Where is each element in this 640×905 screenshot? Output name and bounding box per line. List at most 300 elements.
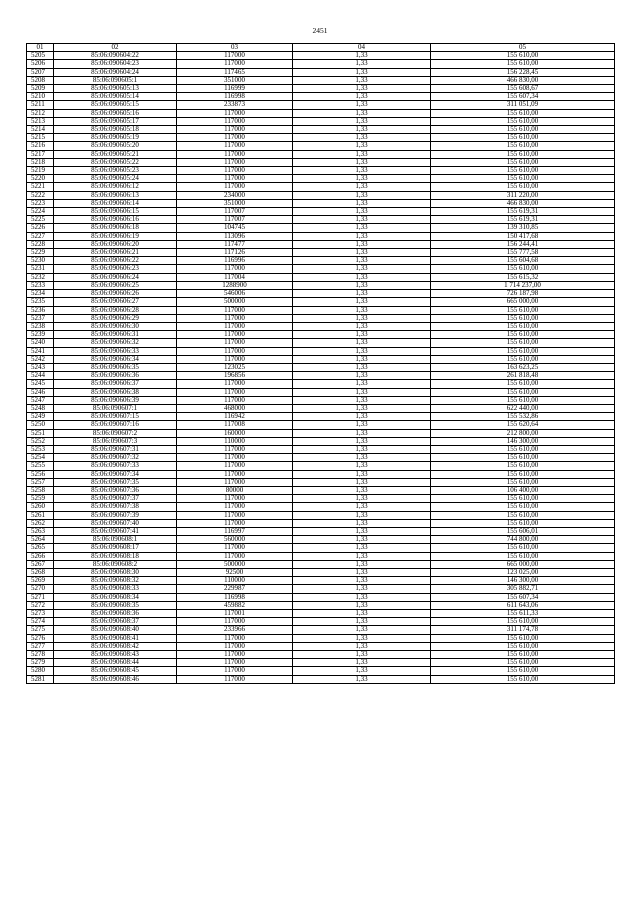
table-cell: 117000 [177, 495, 293, 503]
table-cell: 117000 [177, 445, 293, 453]
table-cell: 85:06:090607:31 [54, 445, 177, 453]
table-row [27, 322, 615, 330]
table-cell: 500000 [177, 560, 293, 568]
table-cell: 622 440,00 [431, 404, 615, 412]
table-row [27, 601, 615, 609]
table-cell: 5266 [27, 552, 54, 560]
table-cell: 196856 [177, 372, 293, 380]
table-cell: 5265 [27, 544, 54, 552]
table-cell: 5220 [27, 175, 54, 183]
table-cell: 85:06:090606:36 [54, 372, 177, 380]
table-cell: 233966 [177, 626, 293, 634]
table-cell: 85:06:090607:37 [54, 495, 177, 503]
table-row [27, 142, 615, 150]
table-cell: 1,33 [293, 150, 431, 158]
table-cell: 117000 [177, 314, 293, 322]
table-cell: 85:06:090608:37 [54, 618, 177, 626]
table-cell: 85:06:090607:1 [54, 404, 177, 412]
table-cell: 1,33 [293, 347, 431, 355]
table-cell: 1,33 [293, 527, 431, 535]
table-cell: 85:06:090606:29 [54, 314, 177, 322]
table-cell: 85:06:090606:20 [54, 240, 177, 248]
table-cell: 85:06:090608:40 [54, 626, 177, 634]
table-cell: 5280 [27, 667, 54, 675]
table-cell: 500000 [177, 298, 293, 306]
table-row [27, 560, 615, 568]
table-cell: 1,33 [293, 306, 431, 314]
table-cell: 85:06:090606:38 [54, 388, 177, 396]
table-cell: 1,33 [293, 634, 431, 642]
table-row [27, 667, 615, 675]
table-cell: 85:06:090608:17 [54, 544, 177, 552]
table-cell: 117000 [177, 454, 293, 462]
table-cell: 155 610,00 [431, 519, 615, 527]
column-header: 05 [431, 44, 615, 52]
table-cell: 5249 [27, 413, 54, 421]
table-cell: 5213 [27, 117, 54, 125]
table-cell: 1,33 [293, 183, 431, 191]
table-cell: 1,33 [293, 462, 431, 470]
table-row [27, 495, 615, 503]
table-cell: 155 610,00 [431, 52, 615, 60]
table-cell: 85:06:090608:42 [54, 642, 177, 650]
table-row [27, 199, 615, 207]
table-cell: 1,33 [293, 322, 431, 330]
table-cell: 123025 [177, 363, 293, 371]
table-cell: 155 610,00 [431, 396, 615, 404]
table-cell: 85:06:090605:14 [54, 93, 177, 101]
table-cell: 5231 [27, 265, 54, 273]
table-cell: 1,33 [293, 101, 431, 109]
table-row [27, 437, 615, 445]
table-cell: 117000 [177, 339, 293, 347]
table-cell: 85:06:090607:36 [54, 486, 177, 494]
table-row [27, 314, 615, 322]
table-cell: 85:06:090607:38 [54, 503, 177, 511]
table-cell: 466 830,00 [431, 76, 615, 84]
table-cell: 5206 [27, 60, 54, 68]
table-row [27, 101, 615, 109]
table-cell: 85:06:090606:12 [54, 183, 177, 191]
table-row [27, 634, 615, 642]
table-cell: 85:06:090606:19 [54, 232, 177, 240]
table-cell: 85:06:090608:32 [54, 577, 177, 585]
table-cell: 155 610,00 [431, 462, 615, 470]
table-cell: 1,33 [293, 413, 431, 421]
table-cell: 117000 [177, 651, 293, 659]
table-cell: 85:06:090606:13 [54, 191, 177, 199]
table-cell: 5222 [27, 191, 54, 199]
table-cell: 85:06:090608:34 [54, 593, 177, 601]
column-header: 01 [27, 44, 54, 52]
table-cell: 117000 [177, 470, 293, 478]
table-cell: 1,33 [293, 126, 431, 134]
table-cell: 5233 [27, 281, 54, 289]
table-row [27, 618, 615, 626]
table-cell: 5255 [27, 462, 54, 470]
table-cell: 85:06:090608:30 [54, 569, 177, 577]
table-cell: 85:06:090606:30 [54, 322, 177, 330]
table-cell: 117000 [177, 478, 293, 486]
table-cell: 155 608,67 [431, 85, 615, 93]
table-row [27, 257, 615, 265]
table-cell: 85:06:090605:18 [54, 126, 177, 134]
column-header: 04 [293, 44, 431, 52]
table-cell: 1,33 [293, 191, 431, 199]
table-cell: 85:06:090608:2 [54, 560, 177, 568]
table-cell: 466 830,00 [431, 199, 615, 207]
table-cell: 5223 [27, 199, 54, 207]
table-cell: 85:06:090605:17 [54, 117, 177, 125]
table-cell: 229987 [177, 585, 293, 593]
table-row [27, 76, 615, 84]
table-cell: 1,33 [293, 290, 431, 298]
table-cell: 5247 [27, 396, 54, 404]
table-cell: 160000 [177, 429, 293, 437]
table-cell: 85:06:090607:41 [54, 527, 177, 535]
table-row [27, 404, 615, 412]
table-cell: 85:06:090606:25 [54, 281, 177, 289]
table-cell: 116997 [177, 527, 293, 535]
table-cell: 117001 [177, 610, 293, 618]
table-cell: 85:06:090607:15 [54, 413, 177, 421]
table-cell: 85:06:090608:46 [54, 675, 177, 683]
table-cell: 1,33 [293, 240, 431, 248]
table-cell: 155 610,00 [431, 667, 615, 675]
table-cell: 155 610,00 [431, 511, 615, 519]
table-cell: 5245 [27, 380, 54, 388]
table-row [27, 339, 615, 347]
table-cell: 1,33 [293, 224, 431, 232]
table-cell: 155 610,00 [431, 651, 615, 659]
table-cell: 5229 [27, 249, 54, 257]
table-cell: 1,33 [293, 626, 431, 634]
table-row [27, 577, 615, 585]
table-cell: 85:06:090605:23 [54, 167, 177, 175]
table-cell: 85:06:090607:2 [54, 429, 177, 437]
table-cell: 1,33 [293, 536, 431, 544]
table-cell: 5278 [27, 651, 54, 659]
table-row [27, 134, 615, 142]
table-cell: 85:06:090605:16 [54, 109, 177, 117]
table-cell: 155 610,00 [431, 470, 615, 478]
table-cell: 1,33 [293, 560, 431, 568]
table-cell: 261 818,48 [431, 372, 615, 380]
table-cell: 5276 [27, 634, 54, 642]
table-cell: 1,33 [293, 142, 431, 150]
table-cell: 155 610,00 [431, 445, 615, 453]
table-cell: 1,33 [293, 257, 431, 265]
table-cell: 155 610,00 [431, 454, 615, 462]
table-cell: 5211 [27, 101, 54, 109]
table-row [27, 150, 615, 158]
table-cell: 104745 [177, 224, 293, 232]
table-cell: 85:06:090605:22 [54, 158, 177, 166]
table-cell: 85:06:090606:37 [54, 380, 177, 388]
table-cell: 5261 [27, 511, 54, 519]
table-cell: 106 400,00 [431, 486, 615, 494]
table-cell: 5270 [27, 585, 54, 593]
table-cell: 1,33 [293, 265, 431, 273]
table-cell: 155 611,33 [431, 610, 615, 618]
table-cell: 155 610,00 [431, 314, 615, 322]
table-cell: 117000 [177, 618, 293, 626]
table-cell: 155 610,00 [431, 347, 615, 355]
table-cell: 85:06:090606:35 [54, 363, 177, 371]
table-cell: 110000 [177, 437, 293, 445]
table-row [27, 642, 615, 650]
table-cell: 1,33 [293, 355, 431, 363]
table-cell: 5239 [27, 331, 54, 339]
table-cell: 80000 [177, 486, 293, 494]
table-cell: 85:06:090607:40 [54, 519, 177, 527]
table-cell: 1,33 [293, 454, 431, 462]
table-cell: 146 300,00 [431, 437, 615, 445]
table-cell: 155 777,58 [431, 249, 615, 257]
table-row [27, 167, 615, 175]
table-cell: 5237 [27, 314, 54, 322]
table-cell: 1,33 [293, 675, 431, 683]
table-cell: 85:06:090605:24 [54, 175, 177, 183]
table-cell: 5228 [27, 240, 54, 248]
table-row [27, 158, 615, 166]
data-table [26, 43, 615, 684]
table-cell: 5215 [27, 134, 54, 142]
table-cell: 1,33 [293, 667, 431, 675]
table-row [27, 331, 615, 339]
table-cell: 1,33 [293, 314, 431, 322]
table-body [27, 52, 615, 684]
table-cell: 5242 [27, 355, 54, 363]
table-cell: 85:06:090606:26 [54, 290, 177, 298]
table-cell: 5221 [27, 183, 54, 191]
table-cell: 117000 [177, 667, 293, 675]
table-row [27, 363, 615, 371]
table-cell: 1,33 [293, 495, 431, 503]
table-cell: 155 610,00 [431, 265, 615, 273]
table-cell: 155 610,00 [431, 167, 615, 175]
table-cell: 117465 [177, 68, 293, 76]
table-cell: 85:06:090608:44 [54, 659, 177, 667]
table-row [27, 585, 615, 593]
table-cell: 156 244,41 [431, 240, 615, 248]
table-cell: 1,33 [293, 93, 431, 101]
table-cell: 85:06:090606:31 [54, 331, 177, 339]
table-cell: 85:06:090607:34 [54, 470, 177, 478]
table-cell: 5275 [27, 626, 54, 634]
table-cell: 85:06:090606:21 [54, 249, 177, 257]
table-row [27, 93, 615, 101]
table-cell: 5271 [27, 593, 54, 601]
table-cell: 5238 [27, 322, 54, 330]
table-row [27, 232, 615, 240]
table-cell: 155 610,00 [431, 618, 615, 626]
table-cell: 117000 [177, 503, 293, 511]
table-cell: 85:06:090606:28 [54, 306, 177, 314]
table-cell: 1,33 [293, 503, 431, 511]
table-row [27, 544, 615, 552]
table-cell: 92500 [177, 569, 293, 577]
table-row [27, 224, 615, 232]
table-cell: 85:06:090606:15 [54, 208, 177, 216]
table-cell: 117000 [177, 552, 293, 560]
table-cell: 85:06:090605:19 [54, 134, 177, 142]
table-cell: 1,33 [293, 60, 431, 68]
table-cell: 117000 [177, 52, 293, 60]
table-cell: 1,33 [293, 486, 431, 494]
table-cell: 5254 [27, 454, 54, 462]
table-row [27, 60, 615, 68]
table-cell: 155 610,00 [431, 183, 615, 191]
table-cell: 117000 [177, 142, 293, 150]
table-cell: 85:06:090606:24 [54, 273, 177, 281]
table-cell: 5251 [27, 429, 54, 437]
table-row [27, 519, 615, 527]
table-cell: 123 025,00 [431, 569, 615, 577]
table-cell: 85:06:090608:18 [54, 552, 177, 560]
table-cell: 1 714 237,00 [431, 281, 615, 289]
table-cell: 5226 [27, 224, 54, 232]
table-cell: 85:06:090607:39 [54, 511, 177, 519]
table-cell: 85:06:090606:18 [54, 224, 177, 232]
table-cell: 85:06:090605:1 [54, 76, 177, 84]
table-cell: 117000 [177, 544, 293, 552]
table-cell: 85:06:090607:3 [54, 437, 177, 445]
table-row [27, 175, 615, 183]
table-row [27, 659, 615, 667]
table-cell: 560000 [177, 536, 293, 544]
table-cell: 1,33 [293, 610, 431, 618]
table-cell: 5207 [27, 68, 54, 76]
table-cell: 155 620,64 [431, 421, 615, 429]
table-cell: 5208 [27, 76, 54, 84]
table-cell: 155 610,00 [431, 503, 615, 511]
table-cell: 1,33 [293, 249, 431, 257]
table-cell: 5274 [27, 618, 54, 626]
table-cell: 5256 [27, 470, 54, 478]
table-cell: 155 619,31 [431, 216, 615, 224]
column-header: 02 [54, 44, 177, 52]
table-cell: 85:06:090608:1 [54, 536, 177, 544]
table-cell: 665 000,00 [431, 560, 615, 568]
table-row [27, 265, 615, 273]
table-cell: 5273 [27, 610, 54, 618]
table-cell: 234000 [177, 191, 293, 199]
table-cell: 5225 [27, 216, 54, 224]
table-cell: 117007 [177, 208, 293, 216]
table-cell: 155 610,00 [431, 478, 615, 486]
table-cell: 1,33 [293, 651, 431, 659]
table-cell: 117004 [177, 273, 293, 281]
table-cell: 117008 [177, 421, 293, 429]
table-cell: 1,33 [293, 577, 431, 585]
table-cell: 155 610,00 [431, 306, 615, 314]
table-row [27, 183, 615, 191]
table-cell: 5253 [27, 445, 54, 453]
table-cell: 85:06:090607:16 [54, 421, 177, 429]
table-cell: 5230 [27, 257, 54, 265]
table-cell: 546006 [177, 290, 293, 298]
table-cell: 311 220,00 [431, 191, 615, 199]
table-cell: 5259 [27, 495, 54, 503]
table-cell: 85:06:090606:33 [54, 347, 177, 355]
table-cell: 117126 [177, 249, 293, 257]
table-cell: 1,33 [293, 478, 431, 486]
table-row [27, 569, 615, 577]
table-cell: 116942 [177, 413, 293, 421]
table-cell: 155 607,34 [431, 593, 615, 601]
table-cell: 85:06:090606:14 [54, 199, 177, 207]
table-row [27, 249, 615, 257]
table-cell: 1,33 [293, 372, 431, 380]
table-cell: 117000 [177, 60, 293, 68]
table-cell: 117000 [177, 462, 293, 470]
table-cell: 5232 [27, 273, 54, 281]
table-cell: 117000 [177, 117, 293, 125]
table-cell: 156 228,45 [431, 68, 615, 76]
table-cell: 85:06:090608:33 [54, 585, 177, 593]
column-header: 03 [177, 44, 293, 52]
table-cell: 1,33 [293, 544, 431, 552]
table-cell: 1,33 [293, 273, 431, 281]
table-cell: 1,33 [293, 569, 431, 577]
table-cell: 117000 [177, 355, 293, 363]
table-row [27, 536, 615, 544]
table-cell: 117000 [177, 642, 293, 650]
table-cell: 117000 [177, 126, 293, 134]
table-cell: 1,33 [293, 52, 431, 60]
table-cell: 117000 [177, 347, 293, 355]
table-cell: 1,33 [293, 68, 431, 76]
table-cell: 139 310,85 [431, 224, 615, 232]
table-cell: 1,33 [293, 167, 431, 175]
table-row [27, 281, 615, 289]
table-cell: 351000 [177, 76, 293, 84]
table-cell: 155 610,00 [431, 380, 615, 388]
table-cell: 1,33 [293, 208, 431, 216]
table-row [27, 675, 615, 683]
table-cell: 1,33 [293, 618, 431, 626]
table-cell: 5241 [27, 347, 54, 355]
table-row [27, 445, 615, 453]
table-cell: 116998 [177, 93, 293, 101]
table-row [27, 470, 615, 478]
table-cell: 155 610,00 [431, 117, 615, 125]
table-cell: 5240 [27, 339, 54, 347]
table-row [27, 503, 615, 511]
table-cell: 117000 [177, 175, 293, 183]
table-cell: 459882 [177, 601, 293, 609]
table-cell: 85:06:090608:43 [54, 651, 177, 659]
table-cell: 1,33 [293, 396, 431, 404]
table-cell: 1,33 [293, 437, 431, 445]
table-cell: 726 187,98 [431, 290, 615, 298]
table-cell: 155 610,00 [431, 659, 615, 667]
table-cell: 85:06:090607:35 [54, 478, 177, 486]
table-row [27, 126, 615, 134]
table-cell: 1,33 [293, 298, 431, 306]
table-cell: 5218 [27, 158, 54, 166]
table-cell: 1,33 [293, 429, 431, 437]
table-row [27, 454, 615, 462]
table-cell: 155 610,00 [431, 134, 615, 142]
table-cell: 5262 [27, 519, 54, 527]
table-cell: 155 604,68 [431, 257, 615, 265]
table-cell: 1,33 [293, 175, 431, 183]
table-cell: 351000 [177, 199, 293, 207]
table-cell: 1,33 [293, 511, 431, 519]
table-cell: 155 610,00 [431, 495, 615, 503]
